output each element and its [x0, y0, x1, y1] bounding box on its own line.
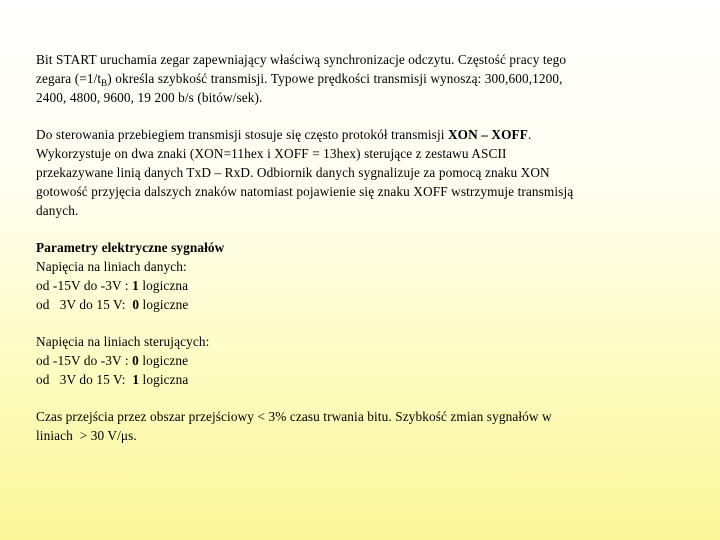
text-span: od -15V do -3V :: [36, 278, 133, 293]
text-span: od -15V do -3V :: [36, 353, 133, 368]
text-span: logiczne: [138, 353, 189, 368]
text-span: od 3V do 15 V:: [36, 372, 133, 387]
text-span: ) określa szybkość transmisji. Typowe prędkości transmisji wynoszą: 300,600,1200,: [107, 71, 563, 86]
text-line: danych.: [36, 203, 79, 218]
text-span: zegara (=1/t: [36, 71, 102, 86]
text-line: [36, 69, 686, 88]
text-span: logiczne: [139, 297, 189, 312]
text-line: Napięcia na liniach danych:: [36, 259, 187, 274]
text-span: od 3V do 15 V:: [36, 297, 133, 312]
logic-value: 1: [132, 278, 139, 293]
paragraph-synchronization: [36, 50, 686, 107]
protocol-name: XON – XOFF: [447, 127, 529, 142]
subscript-b: B: [101, 78, 108, 88]
text-span: logiczna: [139, 372, 189, 387]
text-line: [36, 295, 686, 314]
logic-value: 0: [132, 353, 139, 368]
text-span: logiczna: [138, 278, 189, 293]
paragraph-control-lines: [36, 332, 686, 389]
text-line: [36, 276, 686, 295]
heading-text: Parametry elektryczne sygnałów: [36, 240, 225, 255]
paragraph-electrical-params: [36, 238, 686, 314]
section-heading: [36, 238, 686, 257]
logic-value: 0: [132, 297, 140, 312]
text-span: Do sterowania przebiegiem transmisji stosuje się często protokół transmisji: [36, 127, 448, 142]
text-line: gotowość przyjęcia dalszych znaków natomiast pojawienie się znaku XOFF wstrzymuje transmisją: [36, 184, 574, 199]
logic-value: 1: [132, 372, 140, 387]
paragraph-xon-xoff: [36, 125, 686, 220]
slide-content: [36, 50, 686, 463]
text-line: liniach > 30 V/μs.: [36, 428, 137, 443]
text-line: [36, 125, 686, 144]
text-line: [36, 370, 686, 389]
text-line: Czas przejścia przez obszar przejściowy < 3% czasu trwania bitu. Szybkość zmian sygnałów w: [36, 409, 552, 424]
text-span: .: [528, 127, 532, 142]
text-line: Napięcia na liniach sterujących:: [36, 334, 210, 349]
text-line: Wykorzystuje on dwa znaki (XON=11hex i XOFF = 13hex) sterujące z zestawu ASCII: [36, 146, 507, 161]
text-line: przekazywane linią danych TxD – RxD. Odbiornik danych sygnalizuje za pomocą znaku XON: [36, 165, 550, 180]
text-line: 2400, 4800, 9600, 19 200 b/s (bitów/sek).: [36, 90, 263, 105]
text-line: [36, 351, 686, 370]
paragraph-transition-time: [36, 407, 686, 445]
text-line: Bit START uruchamia zegar zapewniający właściwą synchronizacje odczytu. Częstość pracy tego: [36, 52, 567, 67]
